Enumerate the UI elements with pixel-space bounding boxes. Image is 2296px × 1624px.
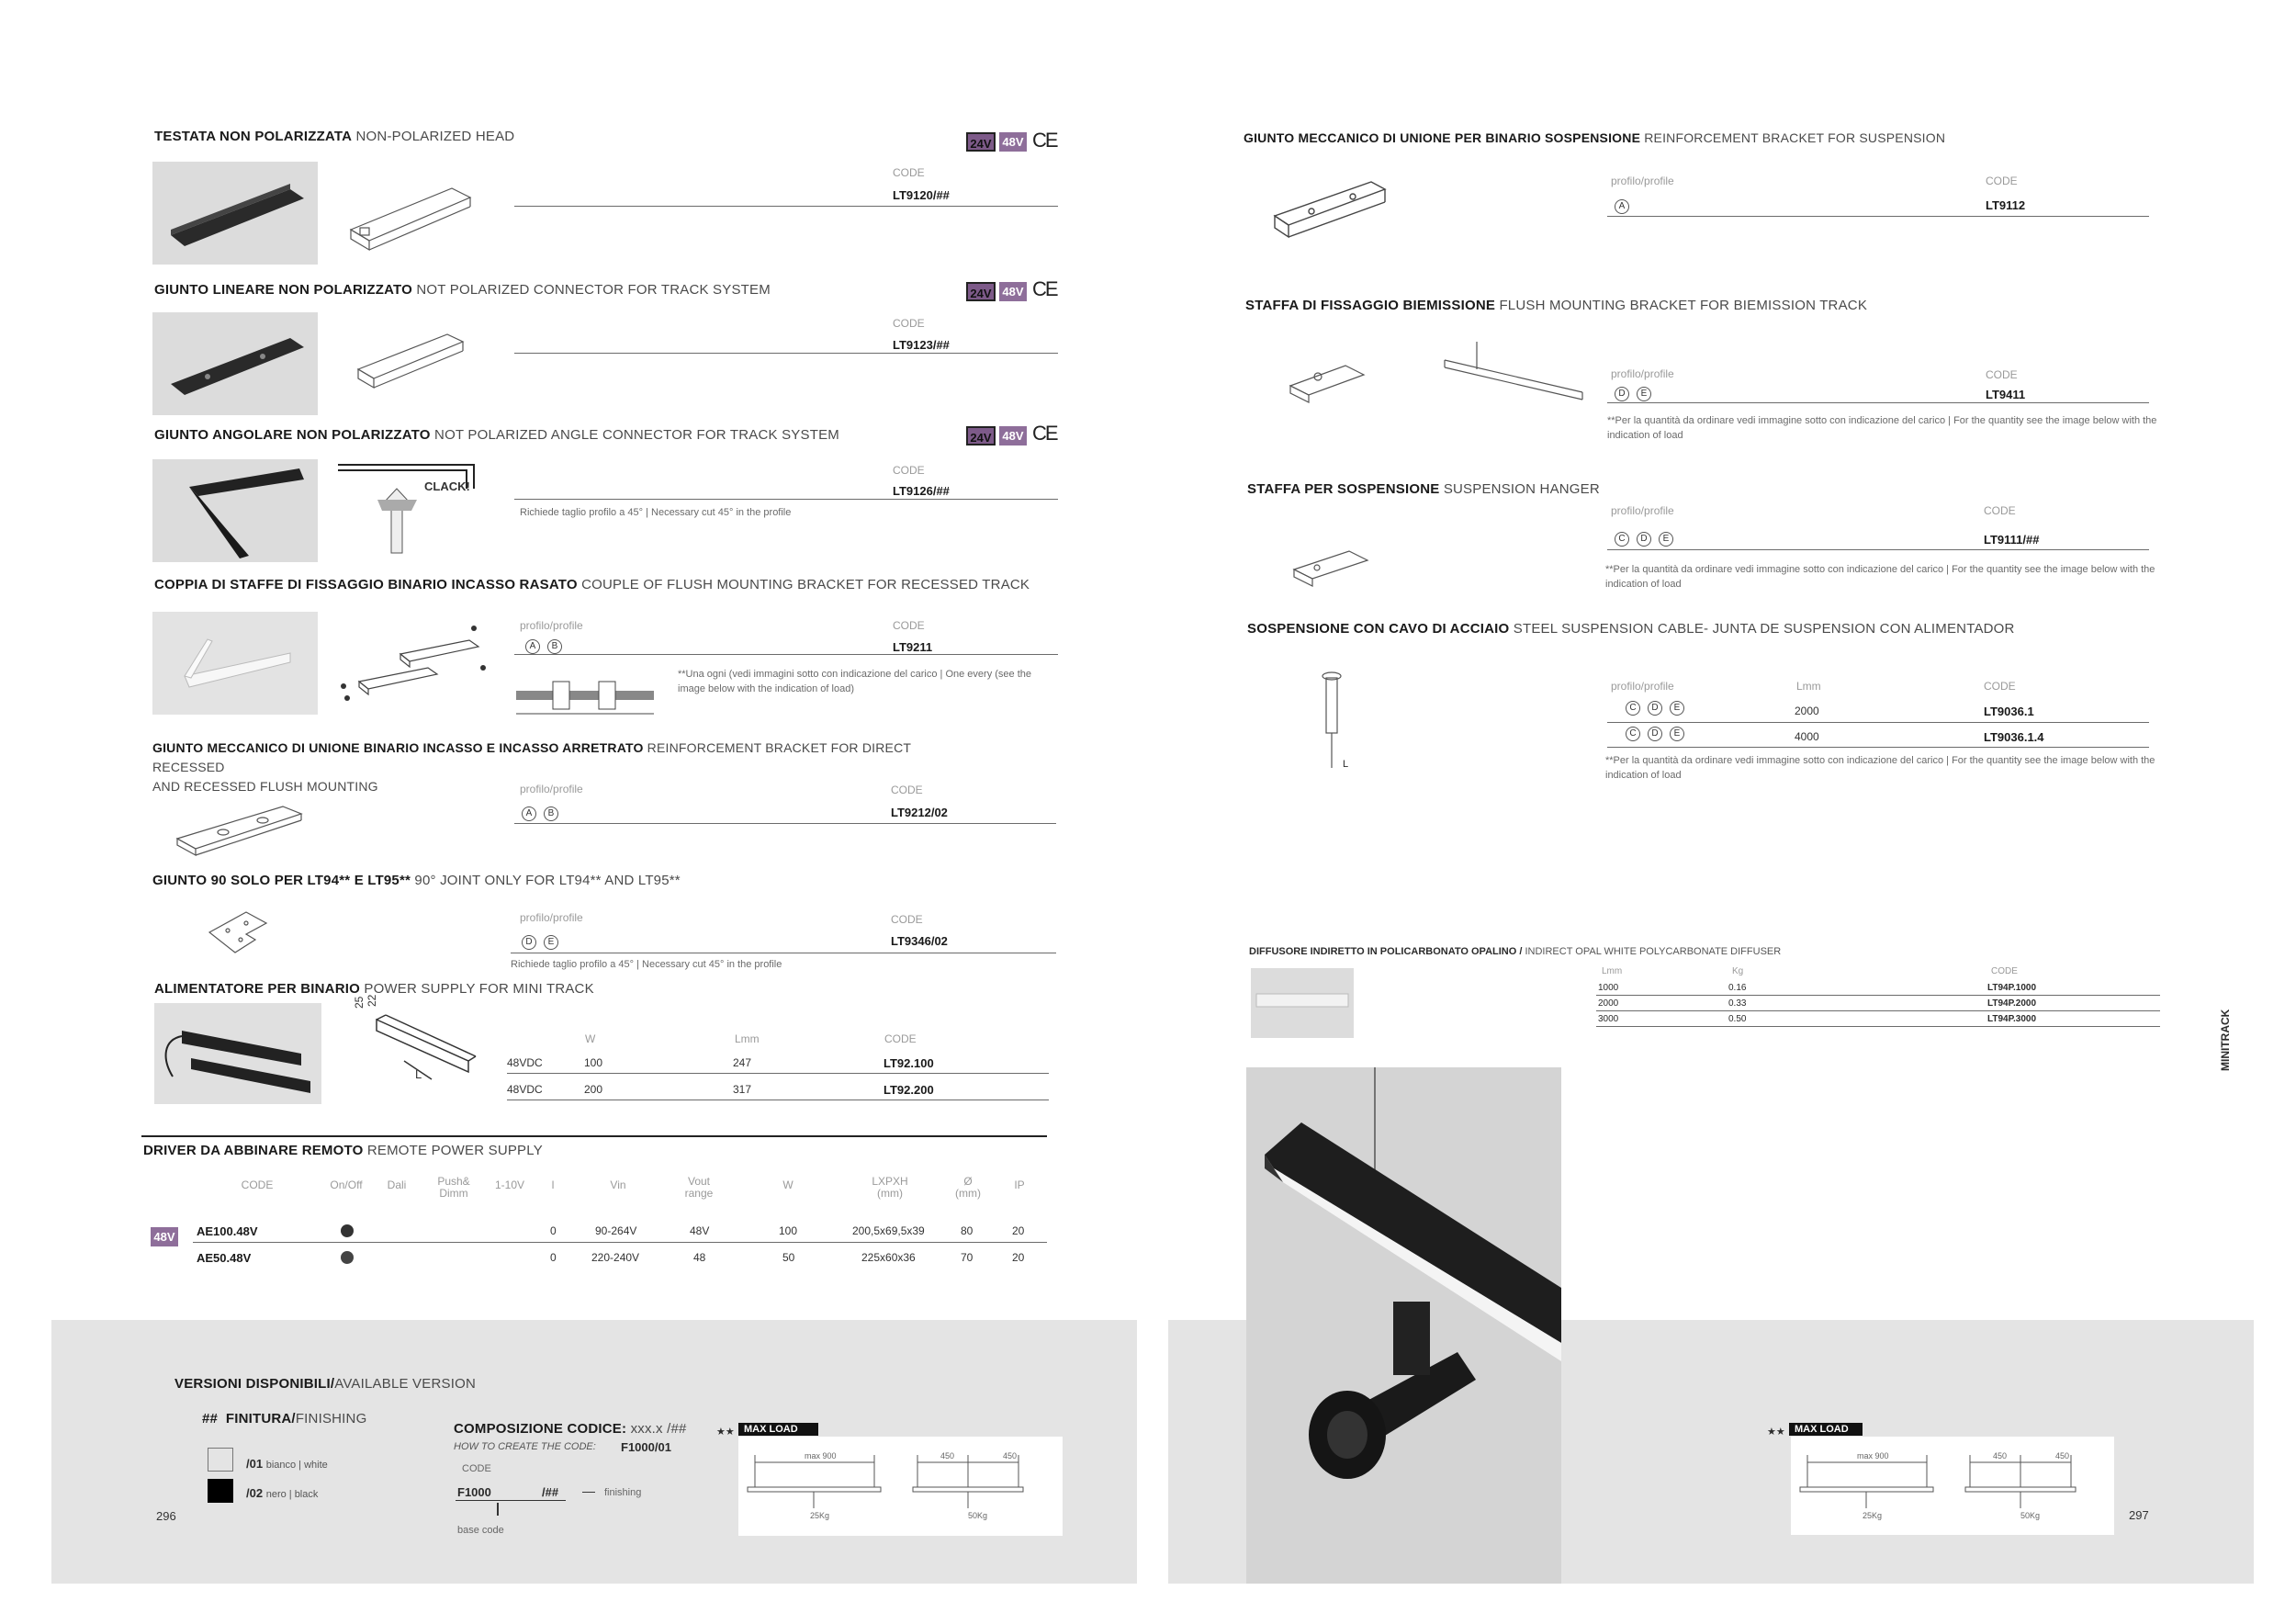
table-cell: 3000 [1598,1014,1619,1024]
section-title-steel-cable: SOSPENSIONE CON CAVO DI ACCIAIO STEEL SUSPENSION CABLE- JUNTA DE SUSPENSION CON ALIMENTADOR [1247,621,2015,637]
table-cell: 0.16 [1728,983,1747,993]
table-cell: 48V [690,1224,710,1237]
badge-48v: 48V [151,1227,178,1246]
divider [514,206,1058,207]
product-photo [152,459,318,562]
span-label: 450 [1993,1451,2008,1460]
profile-badge: A [1615,199,1629,214]
column-header: LXPXH (mm) [872,1175,908,1200]
stars: ★★ [1767,1427,1785,1438]
product-code: AE50.48V [197,1251,252,1265]
section-title-90-joint: GIUNTO 90 SOLO PER LT94** E LT95** 90° JOINT ONLY FOR LT94** AND LT95** [152,873,681,888]
product-photo [152,312,318,415]
profile-list [522,932,566,950]
profile-badge: C [1626,727,1640,741]
section-title-non-polarized-head: TESTATA NON POLARIZZATA NON-POLARIZED HEAD [154,129,515,144]
divider [1607,747,2149,748]
code-label: CODE [891,913,923,926]
profile-badge: D [522,935,536,950]
section-title-recessed-bracket: GIUNTO MECCANICO DI UNIONE BINARIO INCASSO E INCASSO ARRETRATO REINFORCEMENT BRACKET FOR DIRECT RECESSED AND RECESSED FLUSH MOUNTING [152,740,911,794]
load-diagram [516,672,654,723]
table-cell: 80 [961,1224,974,1237]
span-label: 450 [1003,1451,1018,1460]
table-cell: 4000 [1795,730,1819,743]
page-number: 296 [156,1509,176,1523]
table-cell: 0 [550,1224,557,1237]
product-code: LT9211 [893,640,933,654]
table-cell: 0 [550,1251,557,1264]
side-label: MINITRACK [2219,1009,2232,1071]
column-header: 1-10V [494,1179,525,1191]
column-header: Dali [387,1179,407,1191]
code-label: CODE [1986,175,2018,187]
product-code: LT9112 [1986,198,2026,212]
technical-drawing [336,461,483,562]
divider [514,823,1056,824]
divider [1596,1026,2160,1027]
load-label: 25Kg [1863,1511,1883,1520]
profile-badge: E [544,935,558,950]
dash: — [582,1483,595,1498]
column-header: W [585,1032,596,1045]
column-header: IP [1014,1179,1025,1191]
table-cell: 0.50 [1728,1014,1747,1024]
profile-badge: A [522,806,536,821]
section-title-suspension-bracket: GIUNTO MECCANICO DI UNIONE PER BINARIO SOSPENSIONE REINFORCEMENT BRACKET FOR SUSPENSION [1244,130,1946,145]
table-cell: 225x60x36 [861,1251,916,1264]
profile-badge: E [1670,701,1684,716]
clack-label: CLACK! [424,479,470,493]
product-code: LT9120/## [893,188,950,202]
product-code: LT94P.3000 [1987,1014,2037,1024]
technical-drawing [342,175,479,262]
product-photo [154,1003,321,1104]
table-cell: 200,5x69,5x39 [852,1224,925,1237]
table-cell: 2000 [1598,998,1619,1009]
code-label: CODE [893,317,925,330]
profile-label: profilo/profile [520,783,583,795]
code-label: CODE [893,464,925,477]
product-code: LT92.100 [884,1056,934,1070]
divider [1607,402,2149,403]
ce-mark-icon: CE [1032,129,1057,152]
product-code: LT9123/## [893,338,950,352]
divider [1596,1010,2160,1011]
badge-24v: 24V [966,282,996,301]
table-cell: 2000 [1795,705,1819,717]
code-label: CODE [893,619,925,632]
profile-label: profilo/profile [1611,504,1674,517]
column-header: Vout range [684,1175,714,1200]
profile-list [1615,529,1681,547]
finish-option: /01 bianco | white [246,1457,328,1471]
connector-line [497,1503,499,1516]
product-code: LT9111/## [1984,533,2040,547]
divider [1596,995,2160,996]
product-photo [1251,968,1354,1038]
section-title-suspension-hanger: STAFFA PER SOSPENSIONE SUSPENSION HANGER [1247,481,1600,497]
code-label: CODE [1986,368,2018,381]
column-header: Vin [610,1179,626,1191]
column-header: CODE [884,1032,917,1045]
table-cell: 48VDC [507,1083,543,1096]
product-code: LT94P.2000 [1987,998,2037,1009]
base-code-label: base code [457,1525,504,1536]
table-cell: 1000 [1598,983,1619,993]
technical-drawing [1440,342,1587,420]
base-code: F1000 [457,1485,491,1499]
profile-badge: E [1637,387,1651,401]
profile-badge: E [1670,727,1684,741]
table-cell: 200 [584,1083,603,1096]
code-label: CODE [462,1463,491,1474]
badge-48v: 48V [999,282,1027,301]
diffuser-title: DIFFUSORE INDIRETTO IN POLICARBONATO OPALINO / INDIRECT OPAL WHITE POLYCARBONATE DIFFUSER [1249,946,1782,957]
span-label: 450 [2055,1451,2070,1460]
on-off-dot-icon [341,1224,354,1237]
ce-mark-icon: CE [1032,277,1057,300]
table-cell: 0.33 [1728,998,1747,1009]
product-code: LT9036.1 [1984,705,2034,718]
code-label: CODE [891,784,923,796]
stars: ★★ [716,1427,735,1438]
column-header: Push& Dimm [437,1175,470,1200]
page-number: 297 [2129,1508,2149,1522]
code-label: CODE [1984,680,2016,693]
ce-mark-icon: CE [1032,422,1057,445]
profile-badge: C [1626,701,1640,716]
table-cell: 247 [733,1056,752,1069]
profile-badge: D [1648,727,1662,741]
dimension-label: 22 [366,994,378,1007]
divider [514,499,1058,500]
column-header: Ø (mm) [955,1175,981,1200]
section-title-angle-connector: GIUNTO ANGOLARE NON POLARIZZATO NOT POLARIZED ANGLE CONNECTOR FOR TRACK SYSTEM [154,427,839,443]
profile-list [1626,724,1692,741]
on-off-dot-icon [341,1251,354,1264]
product-code: LT9036.1.4 [1984,730,2044,744]
how-to-label: HOW TO CREATE THE CODE: [454,1441,596,1452]
max-load-label: MAX LOAD [738,1423,818,1436]
profile-badge: D [1648,701,1662,716]
divider [141,1135,1047,1137]
badge-48v: 48V [999,132,1027,152]
span-label: max 900 [805,1451,837,1460]
dimension-label: 25 [353,996,366,1009]
technical-drawing [1286,358,1368,409]
max-load-label: MAX LOAD [1789,1423,1863,1436]
product-photo [152,612,318,715]
product-code: LT92.200 [884,1083,934,1097]
code-label: CODE [893,166,925,179]
product-code: LT9411 [1986,388,2026,401]
badge-24v: 24V [966,426,996,445]
column-header: Kg [1732,966,1744,976]
profile-badge: C [1615,532,1629,547]
product-photo [152,162,318,265]
profile-badge: E [1659,532,1673,547]
section-title-biemission-bracket: STAFFA DI FISSAGGIO BIEMISSIONE FLUSH MOUNTING BRACKET FOR BIEMISSION TRACK [1245,298,1868,313]
suffix-code: /## [542,1485,559,1499]
divider [193,1242,1047,1243]
product-code: LT9212/02 [891,806,948,819]
note: Richiede taglio profilo a 45° | Necessary cut 45° in the profile [520,507,792,518]
divider [1607,549,2149,550]
swatch-white [208,1448,233,1472]
profile-label: profilo/profile [1611,175,1674,187]
table-cell: 20 [1012,1224,1025,1237]
badge-24v: 24V [966,132,996,152]
profile-list [1615,197,1637,214]
note: **Una ogni (vedi immagini sotto con indicazione del carico | One every (see the image below with the indication of load) [678,669,1031,694]
divider [507,1073,1049,1074]
table-cell: 220-240V [591,1251,640,1264]
profile-list [1626,698,1692,716]
technical-drawing [336,617,501,714]
technical-drawing [200,905,274,964]
profile-label: profilo/profile [1611,367,1674,380]
technical-drawing [349,1006,478,1093]
column-header: CODE [1991,966,2018,976]
column-header: CODE [241,1179,274,1191]
section-title-flush-bracket: COPPIA DI STAFFE DI FISSAGGIO BINARIO INCASSO RASATO COUPLE OF FLUSH MOUNTING BRACKET FOR RECESSED TRACK [154,577,1030,592]
badge-48v: 48V [999,426,1027,445]
versions-title: VERSIONI DISPONIBILI/AVAILABLE VERSION [174,1376,476,1392]
code-label: CODE [1984,504,2016,517]
finishing-label: finishing [604,1487,642,1498]
profile-list [1615,384,1659,401]
divider [1607,722,2149,723]
table-cell: 50 [782,1251,795,1264]
divider [514,654,1058,655]
technical-drawing [1289,544,1372,594]
product-hero-photo [1246,1067,1561,1584]
swatch-black [208,1479,233,1503]
column-header: Lmm [1602,966,1623,976]
section-title-driver: DRIVER DA ABBINARE REMOTO REMOTE POWER SUPPLY [143,1143,543,1158]
technical-drawing [1266,175,1394,253]
composition-title: COMPOSIZIONE CODICE: xxx.x /## [454,1421,687,1437]
profile-badge: B [547,639,562,654]
span-label: max 900 [1857,1451,1889,1460]
profile-badge: A [525,639,540,654]
example-code: F1000/01 [621,1440,671,1454]
profile-list [522,804,566,821]
profile-badge: D [1637,532,1651,547]
finish-option: /02 nero | black [246,1486,319,1500]
profile-list [525,637,569,654]
table-cell: 100 [779,1224,798,1237]
note: Richiede taglio profilo a 45° | Necessary cut 45° in the profile [511,959,782,970]
table-cell: 70 [961,1251,974,1264]
table-cell: 48 [693,1251,706,1264]
profile-label: profilo/profile [520,911,583,924]
product-code: LT9346/02 [891,934,948,948]
divider [456,1500,566,1501]
table-cell: 48VDC [507,1056,543,1069]
table-cell: 317 [733,1083,752,1096]
product-code: AE100.48V [197,1224,258,1238]
technical-drawing [173,797,310,866]
note: **Per la quantità da ordinare vedi immagine sotto con indicazione del carico | For the quantity see the image below with the indication of load [1605,564,2155,590]
column-header: W [782,1179,793,1191]
technical-drawing [351,321,470,400]
table-cell: 20 [1012,1251,1025,1264]
column-header: On/Off [330,1179,363,1191]
section-title-linear-connector: GIUNTO LINEARE NON POLARIZZATO NOT POLARIZED CONNECTOR FOR TRACK SYSTEM [154,282,771,298]
column-header: I [551,1179,555,1191]
span-label: 450 [940,1451,955,1460]
column-header: Lmm [1796,680,1821,693]
profile-badge: B [544,806,558,821]
load-label: 25Kg [810,1511,830,1520]
note: **Per la quantità da ordinare vedi immagine sotto con indicazione del carico | For the quantity see the image below with the indication of load [1605,755,2155,781]
dimension-label: L [1343,759,1349,770]
product-code: LT9126/## [893,484,950,498]
finishing-title: ## FINITURA/FINISHING [202,1411,367,1427]
load-label: 50Kg [2020,1511,2041,1520]
table-cell: 100 [584,1056,603,1069]
divider [514,353,1058,354]
load-label: 50Kg [968,1511,988,1520]
divider [1607,216,2149,217]
note: **Per la quantità da ordinare vedi immagine sotto con indicazione del carico | For the quantity see the image below with the indication of load [1607,415,2157,441]
dimension-label: L [415,1067,422,1081]
profile-badge: D [1615,387,1629,401]
product-code: LT94P.1000 [1987,983,2037,993]
table-cell: 90-264V [595,1224,637,1237]
profile-label: profilo/profile [1611,680,1674,693]
column-header: Lmm [735,1032,760,1045]
section-title-power-supply: ALIMENTATORE PER BINARIO POWER SUPPLY FOR MINI TRACK [154,981,594,997]
profile-label: profilo/profile [520,619,583,632]
